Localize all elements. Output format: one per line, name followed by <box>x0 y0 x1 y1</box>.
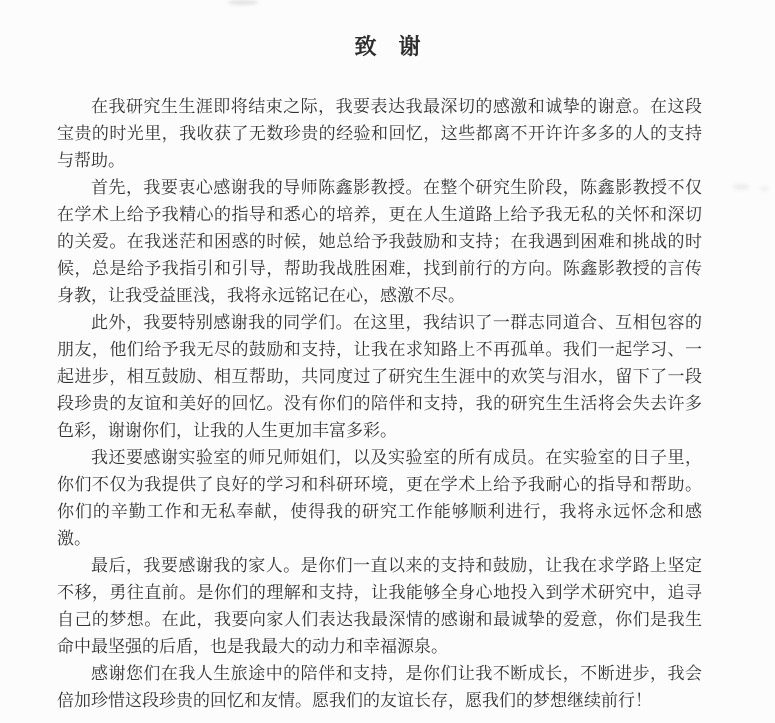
paragraph: 在我研究生生涯即将结束之际，我要表达我最深切的感激和诚挚的谢意。在这段宝贵的时光里，我收获了无数珍贵的经验和回忆，这些都离不开许许多多的人的支持与帮助。 <box>57 97 702 170</box>
paragraph: 我还要感谢实验室的师兄师姐们，以及实验室的所有成员。在实验室的日子里，你们不仅为我提供了良好的学习和科研环境，更在学术上给予我耐心的指导和帮助。你们的辛勤工作和无私奉献，使得我的研究工作能够顺利进行，我将永远怀念和感激。 <box>57 448 702 548</box>
paragraph: 首先，我要衷心感谢我的导师陈鑫影教授。在整个研究生阶段，陈鑫影教授不仅在学术上给予我精心的指导和悉心的培养，更在人生道路上给予我无私的关怀和深切的关爱。在我迷茫和困惑的时候，她总给予我鼓励和支持；在我遇到困难和挑战的时候，总是给予我指引和引导，帮助我战胜困难，找到前行的方向。陈鑫影教授的言传身教，让我受益匪浅，我将永远铭记在心，感激不尽。 <box>57 178 702 305</box>
page-title: 致 谢 <box>354 34 421 59</box>
paragraph: 此外，我要特别感谢我的同学们。在这里，我结识了一群志同道合、互相包容的朋友，他们给予我无尽的鼓励和支持，让我在求知路上不再孤单。我们一起学习、一起进步，相互鼓励、相互帮助，共同度过了研究生生涯中的欢笑与泪水，留下了一段段珍贵的友谊和美好的回忆。没有你们的陪伴和支持，我的研究生生活将会失去许多色彩，谢谢你们，让我的人生更加丰富多彩。 <box>57 313 702 440</box>
paragraph: 最后，我要感谢我的家人。是你们一直以来的支持和鼓励，让我在求学路上坚定不移，勇往直前。是你们的理解和支持，让我能够全身心地投入到学术研究中，追寻自己的梦想。在此，我要向家人们表达我最深情的感谢和最诚挚的爱意，你们是我生命中最坚强的后盾，也是我最大的动力和幸福源泉。 <box>57 556 702 656</box>
scan-artifact <box>760 186 769 191</box>
document-body <box>57 93 702 714</box>
paragraph: 感谢您们在我人生旅途中的陪伴和支持，是你们让我不断成长，不断进步，我会倍加珍惜这段珍贵的回忆和友情。愿我们的友谊长存，愿我们的梦想继续前行！ <box>57 664 702 710</box>
scan-artifact <box>733 184 749 190</box>
scan-artifact <box>228 0 258 5</box>
